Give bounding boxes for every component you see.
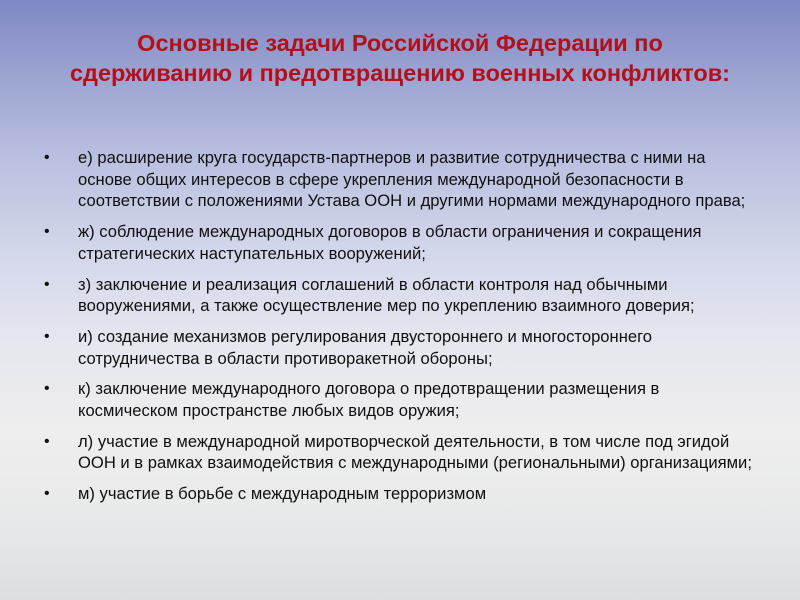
bullet-icon: •: [44, 275, 50, 293]
task-text: и) создание механизмов регулирования двустороннего и многостороннего сотрудничества в области противоракетной обороны;: [78, 326, 652, 368]
list-item: [40, 147, 752, 212]
bullet-icon: •: [44, 149, 50, 166]
task-text: е) расширение круга государств-партнеров и развитие сотрудничества с ними на основе общих интересов в сфере укрепления международной безопасности в соответствии с положениями Устава ООН и другими нормами международного права;: [78, 148, 746, 211]
bullet-icon: •: [44, 380, 50, 398]
list-item: [40, 326, 752, 369]
list-item: [40, 274, 752, 317]
list-item: [40, 431, 752, 474]
task-text: з) заключение и реализация соглашений в области контроля над обычными вооружениями, а также осуществление мер по укреплению взаимного доверия;: [78, 274, 695, 316]
slide-title: Основные задачи Российской Федерации по сдерживанию и предотвращению военных конфликтов:: [69, 30, 730, 86]
bullet-icon: •: [44, 485, 50, 503]
task-text: л) участие в международной миротворческой деятельности, в том числе под эгидой ООН и в рамках взаимодействия с международными (региональными) организациями;: [78, 431, 752, 473]
list-item: [40, 483, 752, 505]
task-text: к) заключение международного договора о предотвращении размещения в космическом пространстве любых видов оружия;: [78, 379, 660, 421]
bullet-icon: •: [44, 223, 50, 241]
list-item: [40, 378, 752, 421]
list-item: [40, 221, 752, 264]
task-list: [40, 147, 752, 514]
task-text: м) участие в борьбе с международным терроризмом: [78, 484, 487, 504]
bullet-icon: •: [44, 327, 50, 345]
task-text: ж) соблюдение международных договоров в области ограничения и сокращения стратегических наступательных вооружений;: [78, 222, 702, 263]
bullet-icon: •: [44, 432, 50, 450]
